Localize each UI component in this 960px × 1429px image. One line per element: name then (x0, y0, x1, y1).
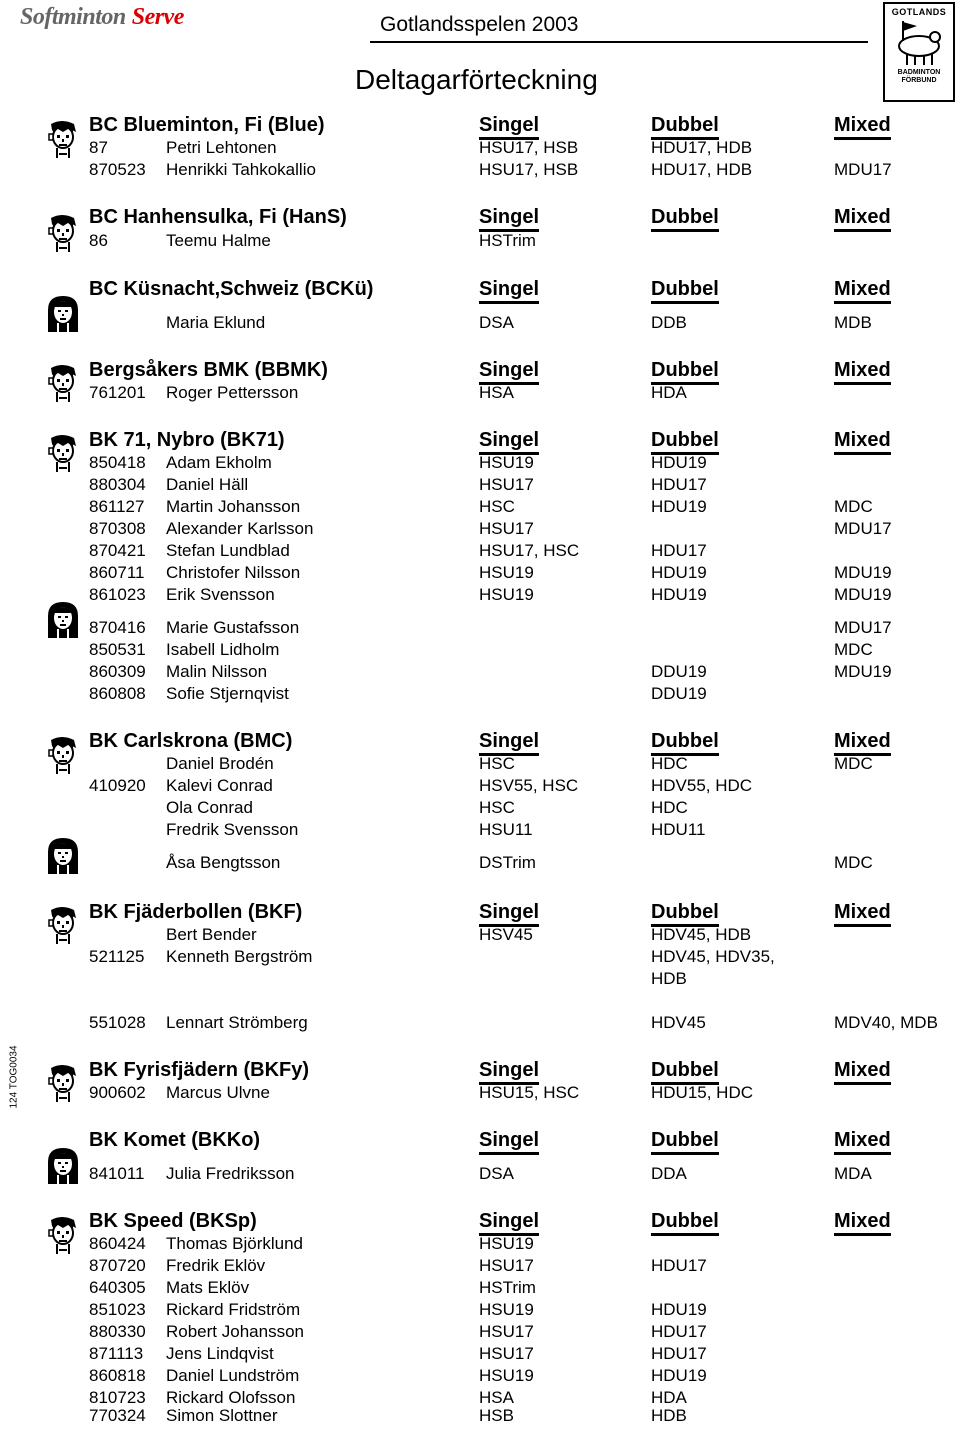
player-row (0, 231, 960, 253)
player-singel: HSU17, HSB (479, 138, 579, 157)
col-mixed: Mixed (834, 114, 891, 140)
player-id: 860424 (89, 1234, 146, 1253)
player-row (0, 138, 960, 160)
player-dubbel: DDA (651, 1164, 687, 1183)
player-name: Maria Eklund (166, 313, 266, 332)
player-row (0, 662, 960, 684)
col-dubbel: Dubbel (651, 278, 719, 304)
col-mixed: Mixed (834, 359, 891, 385)
player-name: Fredrik Svensson (166, 820, 299, 839)
player-row (0, 1322, 960, 1344)
page-heading: Deltagarförteckning (355, 64, 598, 95)
player-dubbel: DDU19 (651, 662, 707, 681)
player-name: Isabell Lidholm (166, 640, 280, 659)
player-mixed: MDU19 (834, 585, 892, 604)
player-singel: DSA (479, 1164, 514, 1183)
player-mixed: MDC (834, 754, 873, 773)
player-row (0, 1300, 960, 1322)
player-id: 851023 (89, 1300, 146, 1319)
club-name: BK Fyrisfjädern (BKFy) (89, 1059, 310, 1081)
player-row (0, 313, 960, 335)
player-dubbel: HDV45, HDB (651, 925, 752, 944)
player-name: Christofer Nilsson (166, 563, 301, 582)
club-name: BK Fjäderbollen (BKF) (89, 901, 303, 923)
player-row (0, 1344, 960, 1366)
player-mixed: MDU17 (834, 519, 892, 538)
player-singel: HSC (479, 754, 515, 773)
col-dubbel: Dubbel (651, 1210, 719, 1236)
player-id: 870308 (89, 519, 146, 538)
player-singel: HSU17 (479, 1344, 534, 1363)
player-row (0, 563, 960, 585)
event-title: Gotlandsspelen 2003 (380, 13, 579, 36)
player-name: Robert Johansson (166, 1322, 304, 1341)
player-row (0, 1256, 960, 1278)
player-id: 861023 (89, 585, 146, 604)
player-row (0, 160, 960, 182)
player-singel: HSU19 (479, 453, 534, 472)
player-dubbel: HDA (651, 1388, 687, 1407)
player-name: Simon Slottner (166, 1406, 278, 1425)
player-singel: DSTrim (479, 853, 536, 872)
player-mixed: MDB (834, 313, 872, 332)
player-mixed: MDU17 (834, 160, 892, 179)
player-id: 860808 (89, 684, 146, 703)
player-dubbel: HDU15, HDC (651, 1083, 754, 1102)
player-name: Daniel Lundström (166, 1366, 300, 1385)
player-singel: HSC (479, 798, 515, 817)
col-singel: Singel (479, 429, 539, 455)
player-id: 761201 (89, 383, 146, 402)
player-row (0, 497, 960, 519)
player-id: 860711 (89, 563, 145, 582)
player-singel: HSU19 (479, 1300, 534, 1319)
player-name: Rickard Fridström (166, 1300, 301, 1319)
player-dubbel: HDU19 (651, 563, 707, 582)
player-singel: HSU17 (479, 519, 534, 538)
player-id: 841011 (89, 1164, 145, 1183)
badge-bottom-text: BADMINTON FÖRBUND (897, 69, 941, 84)
col-dubbel: Dubbel (651, 901, 719, 927)
gotlands-badminton-badge (883, 2, 955, 102)
player-dubbel: HDB (651, 1406, 687, 1425)
player-id: 870416 (89, 618, 146, 637)
col-singel: Singel (479, 730, 539, 756)
club-name: BC Blueminton, Fi (Blue) (89, 114, 325, 136)
player-row (0, 1164, 960, 1186)
player-id: 900602 (89, 1083, 146, 1102)
player-mixed: MDC (834, 497, 873, 516)
player-name: Teemu Halme (166, 231, 271, 250)
col-singel: Singel (479, 359, 539, 385)
col-singel: Singel (479, 114, 539, 140)
player-dubbel: HDU11 (651, 820, 706, 839)
player-dubbel: DDB (651, 313, 687, 332)
player-name: Fredrik Eklöv (166, 1256, 266, 1275)
player-singel: HSU17 (479, 475, 534, 494)
col-dubbel: Dubbel (651, 1129, 719, 1155)
player-name: Jens Lindqvist (166, 1344, 274, 1363)
col-mixed: Mixed (834, 278, 891, 304)
player-row (0, 798, 960, 820)
player-name: Ola Conrad (166, 798, 253, 817)
player-row (0, 585, 960, 607)
player-id: 850531 (89, 640, 146, 659)
col-mixed: Mixed (834, 1129, 891, 1155)
player-name: Mats Eklöv (166, 1278, 250, 1297)
player-row (0, 776, 960, 798)
col-singel: Singel (479, 206, 539, 232)
player-id: 640305 (89, 1278, 146, 1297)
player-name: Adam Ekholm (166, 453, 272, 472)
player-singel: HSA (479, 383, 514, 402)
header-divider (370, 41, 868, 43)
col-mixed: Mixed (834, 730, 891, 756)
col-mixed: Mixed (834, 429, 891, 455)
col-dubbel: Dubbel (651, 429, 719, 455)
player-id: 870421 (89, 541, 146, 560)
player-id: 810723 (89, 1388, 146, 1407)
player-singel: HSTrim (479, 231, 536, 250)
player-dubbel: HDU17 (651, 1256, 707, 1275)
player-name: Åsa Bengtsson (166, 853, 281, 872)
club-name: BC Küsnacht,Schweiz (BCKü) (89, 278, 374, 300)
player-singel: HSU15, HSC (479, 1083, 580, 1102)
player-mixed: MDC (834, 640, 873, 659)
player-mixed: MDV40, MDB (834, 1013, 938, 1032)
col-singel: Singel (479, 1210, 539, 1236)
col-dubbel: Dubbel (651, 730, 719, 756)
player-dubbel: HDU19 (651, 453, 707, 472)
col-dubbel: Dubbel (651, 114, 719, 140)
player-name: Kalevi Conrad (166, 776, 273, 795)
player-name: Julia Fredriksson (166, 1164, 295, 1183)
col-mixed: Mixed (834, 1210, 891, 1236)
player-row (0, 947, 960, 969)
player-row-continued (0, 969, 960, 991)
club-name: Bergsåkers BMK (BBMK) (89, 359, 328, 381)
player-singel: HSTrim (479, 1278, 536, 1297)
player-singel: HSU19 (479, 1366, 534, 1385)
player-name: Marcus Ulvne (166, 1083, 270, 1102)
player-name: Malin Nilsson (166, 662, 268, 681)
ram-emblem-icon (891, 19, 947, 69)
player-name: Daniel Häll (166, 475, 249, 494)
player-dubbel: HDA (651, 383, 687, 402)
player-name: Petri Lehtonen (166, 138, 277, 157)
player-mixed: MDA (834, 1164, 872, 1183)
player-name: Stefan Lundblad (166, 541, 290, 560)
player-mixed: MDC (834, 853, 873, 872)
player-row (0, 1013, 960, 1035)
player-dubbel: HDC (651, 754, 688, 773)
col-singel: Singel (479, 1129, 539, 1155)
player-name: Sofie Stjernqvist (166, 684, 289, 703)
player-name: Daniel Brodén (166, 754, 274, 773)
club-name: BK Speed (BKSp) (89, 1210, 257, 1232)
softminton-serve-logo (20, 4, 200, 38)
player-row (0, 541, 960, 563)
player-mixed: MDU17 (834, 618, 892, 637)
player-dubbel: HDU17 (651, 541, 707, 560)
player-dubbel: HDU19 (651, 585, 707, 604)
player-name: Marie Gustafsson (166, 618, 300, 637)
club-name: BK 71, Nybro (BK71) (89, 429, 285, 451)
player-name: Erik Svensson (166, 585, 275, 604)
player-id: 861127 (89, 497, 145, 516)
player-dubbel: HDC (651, 798, 688, 817)
logo-text-softminton: Softminton (20, 4, 126, 30)
player-row (0, 618, 960, 640)
player-id: 871113 (89, 1344, 144, 1363)
player-dubbel: HDU19 (651, 497, 707, 516)
player-row (0, 1278, 960, 1300)
player-name: Roger Pettersson (166, 383, 299, 402)
player-singel: DSA (479, 313, 514, 332)
col-dubbel: Dubbel (651, 206, 719, 232)
player-name: Rickard Olofsson (166, 1388, 296, 1407)
player-singel: HSV55, HSC (479, 776, 579, 795)
player-name: Henrikki Tahkokallio (166, 160, 316, 179)
player-singel: HSA (479, 1388, 514, 1407)
logo-text-serve: Serve (131, 4, 184, 30)
player-name: Martin Johansson (166, 497, 301, 516)
col-dubbel: Dubbel (651, 1059, 719, 1085)
player-singel: HSU11 (479, 820, 533, 839)
player-row (0, 925, 960, 947)
player-id: 770324 (89, 1406, 146, 1425)
club-name: BC Hanhensulka, Fi (HanS) (89, 206, 347, 228)
player-id: 880304 (89, 475, 146, 494)
player-dubbel: HDU19 (651, 1300, 707, 1319)
player-dubbel: HDV55, HDC (651, 776, 753, 795)
player-singel: HSU17, HSB (479, 160, 579, 179)
player-dubbel: HDV45 (651, 1013, 706, 1032)
player-name: Lennart Strömberg (166, 1013, 308, 1032)
player-dubbel: HDU19 (651, 1366, 707, 1385)
player-row (0, 754, 960, 776)
player-row (0, 1366, 960, 1388)
player-dubbel: HDV45, HDV35, (651, 947, 775, 966)
player-singel: HSU17, HSC (479, 541, 580, 560)
player-singel: HSU19 (479, 563, 534, 582)
col-singel: Singel (479, 1059, 539, 1085)
col-dubbel: Dubbel (651, 359, 719, 385)
club-name: BK Carlskrona (BMC) (89, 730, 293, 752)
player-id: 870523 (89, 160, 146, 179)
player-id: 860309 (89, 662, 146, 681)
col-mixed: Mixed (834, 901, 891, 927)
player-row (0, 684, 960, 706)
player-id: 860818 (89, 1366, 146, 1385)
side-document-code: 124 TOG0034 (8, 1045, 20, 1109)
player-row (0, 1234, 960, 1256)
player-dubbel: HDU17, HDB (651, 138, 753, 157)
player-dubbel: HDB (651, 969, 687, 988)
player-row (0, 383, 960, 405)
player-id: 880330 (89, 1322, 146, 1341)
player-dubbel: HDU17, HDB (651, 160, 753, 179)
player-id: 410920 (89, 776, 146, 795)
player-dubbel: HDU17 (651, 475, 707, 494)
player-id: 86 (89, 231, 108, 250)
player-singel: HSV45 (479, 925, 533, 944)
player-id: 551028 (89, 1013, 146, 1032)
col-mixed: Mixed (834, 1059, 891, 1085)
player-singel: HSU19 (479, 585, 534, 604)
player-row (0, 453, 960, 475)
player-row (0, 519, 960, 541)
player-mixed: MDU19 (834, 563, 892, 582)
player-id: 850418 (89, 453, 146, 472)
player-singel: HSU17 (479, 1256, 534, 1275)
player-row (0, 1083, 960, 1105)
col-mixed: Mixed (834, 206, 891, 232)
player-singel: HSU17 (479, 1322, 534, 1341)
club-name: BK Komet (BKKo) (89, 1129, 261, 1151)
player-name: Thomas Björklund (166, 1234, 304, 1253)
player-id: 521125 (89, 947, 145, 966)
player-name: Alexander Karlsson (166, 519, 314, 538)
player-row (0, 1406, 960, 1428)
player-row (0, 820, 960, 842)
player-name: Kenneth Bergström (166, 947, 313, 966)
player-row (0, 640, 960, 662)
player-name: Bert Bender (166, 925, 257, 944)
player-id: 870720 (89, 1256, 146, 1275)
player-singel: HSB (479, 1406, 514, 1425)
player-row (0, 475, 960, 497)
player-singel: HSU19 (479, 1234, 534, 1253)
player-row (0, 853, 960, 875)
badge-top-text: GOTLANDS (891, 7, 947, 17)
player-singel: HSC (479, 497, 515, 516)
player-mixed: MDU19 (834, 662, 892, 681)
player-dubbel: DDU19 (651, 684, 707, 703)
player-dubbel: HDU17 (651, 1344, 707, 1363)
player-id: 87 (89, 138, 108, 157)
player-dubbel: HDU17 (651, 1322, 707, 1341)
col-singel: Singel (479, 278, 539, 304)
col-singel: Singel (479, 901, 539, 927)
